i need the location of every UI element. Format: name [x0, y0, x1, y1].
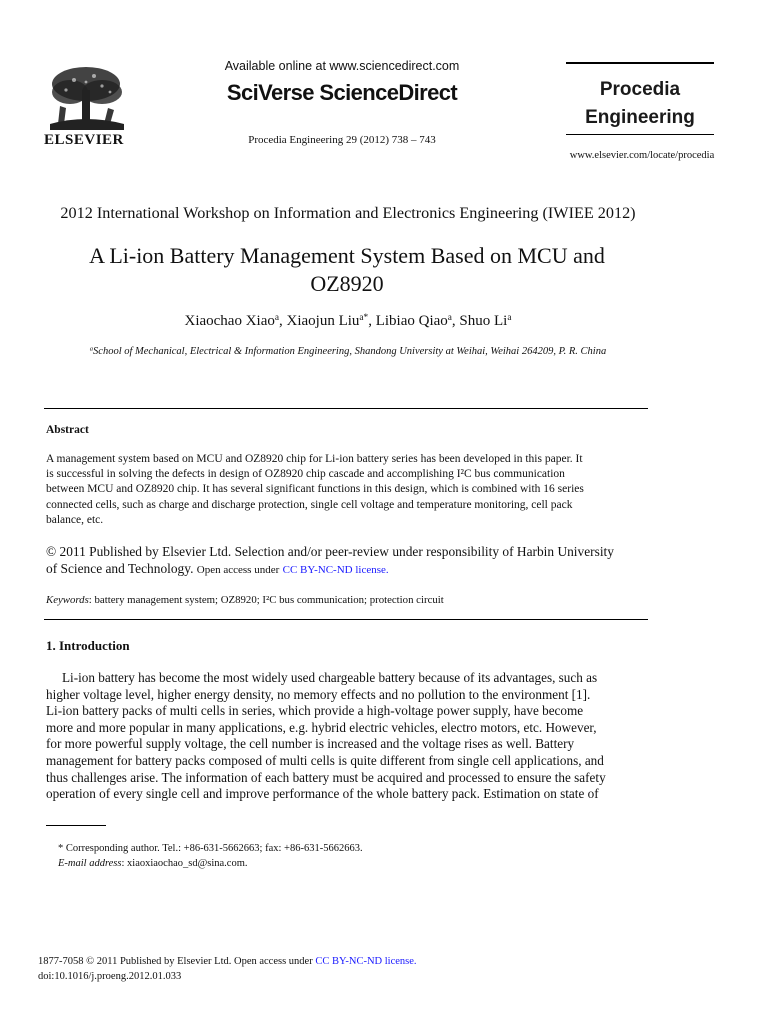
- footnote-rule: [46, 825, 106, 826]
- page-footer: [38, 954, 417, 984]
- author-separator: ,: [368, 313, 376, 329]
- journal-url-link[interactable]: www.elsevier.com/locate/procedia: [569, 150, 715, 161]
- abstract-line: is successful in solving the defects in design of OZ8920 chip cascade and accomplishing I²C bus communication: [46, 468, 565, 481]
- author-separator: ,: [451, 313, 460, 329]
- keywords: [46, 594, 646, 606]
- keywords-separator: :: [88, 594, 95, 606]
- author-name: Xiaochao Xiao: [184, 313, 275, 329]
- copyright-line1: © 2011 Published by Elsevier Ltd. Selection and/or peer-review under responsibility of Harbin University: [46, 544, 614, 559]
- corresponding-author: * Corresponding author. Tel.: +86-631-5662663; fax: +86-631-5662663.: [58, 843, 363, 854]
- abstract-line: A management system based on MCU and OZ8920 chip for Li-ion battery series has been developed in this paper. It: [46, 453, 583, 465]
- footnote: [58, 841, 363, 871]
- email-label: E-mail address: [58, 858, 122, 869]
- introduction-line: management for battery packs composed of multi cells is quite different from single cell applications, and: [46, 752, 604, 768]
- journal-box-top-rule: [566, 62, 714, 64]
- workshop-name: 2012 International Workshop on Information and Electronics Engineering (IWIEE 2012): [60, 204, 636, 222]
- paper-title-line2: OZ8920: [310, 271, 384, 296]
- introduction-line: operation of every single cell and improve performance of the whole battery pack. Estimation on state of: [46, 786, 599, 802]
- abstract-body: [46, 452, 646, 528]
- introduction-line: for more powerful supply voltage, the cell number is increased and the voltage rises as well. Battery: [46, 736, 575, 752]
- introduction-line: Li-ion battery has become the most widely used chargeable battery because of its advantages, such as: [62, 670, 598, 685]
- author-list: [0, 313, 696, 330]
- author-name: Xiaojun Liu: [286, 313, 360, 329]
- open-access-text: Open access under: [196, 563, 280, 576]
- introduction-line: more and more popular in many applications, e.g. hybrid electric vehicles, electro motors, etc. However,: [46, 719, 597, 735]
- sciverse-sciencedirect-title: SciVerse ScienceDirect: [226, 80, 458, 105]
- journal-name-line2: Engineering: [585, 107, 695, 128]
- author-affiliation-mark: a: [447, 312, 452, 323]
- keywords-label: Keywords: [46, 594, 89, 606]
- issn-copyright: 1877-7058 © 2011 Published by Elsevier Ltd. Open access under: [38, 956, 313, 967]
- author-name: Libiao Qiao: [375, 313, 448, 329]
- introduction-line: Li-ion battery packs of multi cells in series, which provide a high-voltage power supply, have become: [46, 703, 584, 719]
- email-address: xiaoxiaochao_sd@sina.com.: [127, 858, 248, 869]
- paper-title: [40, 242, 654, 298]
- license-link[interactable]: CC BY-NC-ND license.: [282, 563, 389, 576]
- author-name: Shuo Li: [459, 313, 508, 329]
- paper-title-line1: A Li-ion Battery Management System Based on MCU and: [89, 243, 605, 268]
- affiliation-mark: a: [89, 345, 94, 353]
- affiliation-text: School of Mechanical, Electrical & Information Engineering, Shandong University at Weihai, Weihai 264209, P. R. China: [93, 346, 607, 357]
- author-affiliation-mark: a: [507, 312, 512, 323]
- introduction-heading: 1. Introduction: [46, 638, 130, 653]
- author-affiliation-mark: a*: [359, 312, 369, 323]
- available-online-text: Available online at www.sciencedirect.com: [224, 59, 460, 73]
- introduction-body: [46, 670, 646, 803]
- abstract-line: connected cells, such as charge and discharge protection, single cell voltage and temperature monitoring, cell pack: [46, 498, 573, 511]
- journal-name-line1: Procedia: [599, 79, 681, 100]
- elsevier-tree-logo-icon: [40, 62, 132, 132]
- author-separator: ,: [279, 313, 287, 329]
- copyright-line2: of Science and Technology.: [46, 560, 194, 576]
- author-affiliation-mark: a: [274, 312, 280, 323]
- abstract-top-rule: [44, 408, 648, 409]
- footer-license-link[interactable]: CC BY-NC-ND license.: [315, 956, 417, 967]
- affiliation: [0, 346, 696, 357]
- copyright-statement: [46, 544, 656, 578]
- abstract-line: balance, etc.: [46, 513, 104, 526]
- journal-box-bottom-rule: [566, 134, 714, 135]
- introduction-line: thus challenges arise. The information of each battery must be acquired and processed to ensure the safety: [46, 769, 606, 785]
- journal-name: [566, 76, 714, 132]
- abstract-line: between MCU and OZ8920 chip. It has several significant functions in this design, which is combined with 16 series: [46, 483, 584, 496]
- journal-reference: Procedia Engineering 29 (2012) 738 – 743: [248, 134, 436, 146]
- abstract-bottom-rule: [44, 619, 648, 620]
- keywords-text: battery management system; OZ8920; I²C bus communication; protection circuit: [94, 594, 444, 606]
- introduction-line: higher voltage level, higher energy density, no memory effects and no pollution to the environment [1].: [46, 686, 591, 702]
- elsevier-logo-text: ELSEVIER: [44, 132, 124, 148]
- doi: doi:10.1016/j.proeng.2012.01.033: [38, 971, 182, 982]
- email-separator: :: [121, 858, 128, 869]
- abstract-heading: Abstract: [46, 424, 89, 436]
